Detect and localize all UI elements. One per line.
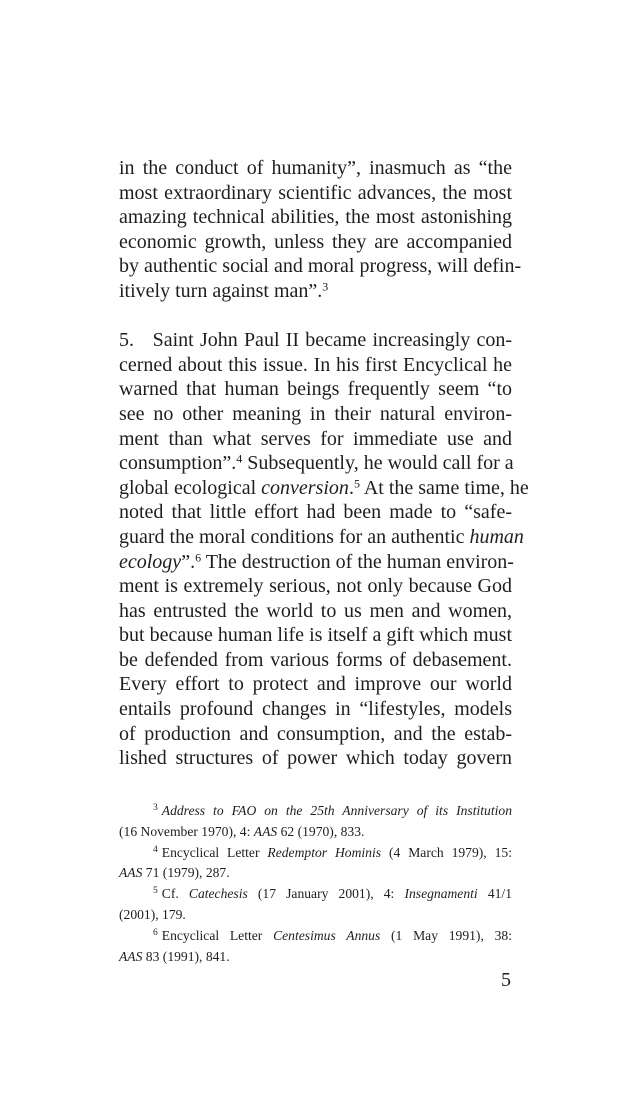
footnote-line — [119, 843, 512, 864]
footnote-ref: 6 — [195, 549, 202, 564]
text-line: entails profound changes in “lifestyles, models — [119, 698, 512, 721]
text-line — [119, 476, 529, 501]
text-line: cerned about this issue. In his first Encyclical he — [119, 353, 512, 376]
footnote-line — [119, 801, 512, 822]
text-line: be defended from various forms of debasement. — [119, 648, 512, 671]
page-number: 5 — [501, 969, 511, 991]
text-fragment: (17 January 2001), 4: — [247, 886, 405, 902]
italic-term: Catechesis — [188, 886, 248, 902]
text-fragment: At the same time, he — [359, 476, 529, 499]
footnote-line: (2001), 179. — [119, 906, 186, 922]
text-line: of production and consumption, and the estab- — [119, 722, 512, 745]
italic-term: ecology — [119, 550, 182, 573]
footnote-number: 6 — [153, 928, 158, 939]
italic-term: AAS — [253, 823, 278, 839]
text-line: ment than what serves for immediate use and — [119, 427, 512, 450]
text-fragment: 71 (1979), 287. — [142, 865, 230, 881]
footnote-number: 5 — [153, 886, 158, 897]
text-line: by authentic social and moral progress, will defin- — [119, 255, 522, 278]
text-line: noted that little effort had been made to “safe- — [119, 501, 512, 524]
text-fragment: consumption”. — [119, 452, 237, 475]
footnote-ref: 4 — [236, 451, 243, 466]
text-line — [119, 525, 524, 550]
text-line: has entrusted the world to us men and women, — [119, 599, 512, 622]
text-fragment: (16 November 1970), 4: — [119, 823, 254, 839]
italic-term: Centesimus Annus — [273, 927, 381, 943]
text-fragment: 83 (1991), 841. — [142, 948, 230, 964]
footnote-line — [119, 822, 512, 843]
text-fragment: Encyclical Letter — [161, 844, 268, 860]
footnote-number: 4 — [153, 844, 158, 855]
footnote-line — [119, 884, 512, 905]
italic-term: Insegnamenti — [404, 886, 478, 902]
footnote-number: 3 — [153, 803, 158, 814]
text-fragment: itively turn against man”. — [119, 279, 323, 302]
text-fragment: Cf. — [161, 886, 189, 902]
text-line: 5. Saint John Paul II became increasingly con- — [119, 329, 512, 352]
text-fragment: Subsequently, he would call for a — [242, 452, 514, 475]
text-line — [119, 279, 512, 304]
text-line: Every effort to protect and improve our world — [119, 673, 512, 696]
text-fragment: ”. — [181, 550, 196, 573]
footnote-line — [119, 863, 512, 884]
text-line: in the conduct of humanity”, inasmuch as “the — [119, 157, 512, 179]
footnotes — [119, 801, 512, 967]
text-line: lished structures of power which today govern — [119, 747, 512, 770]
text-line: warned that human beings frequently seem “to — [119, 378, 512, 401]
text-fragment: The destruction of the human environ- — [201, 550, 514, 573]
text-line: but because human life is itself a gift which must — [119, 624, 512, 647]
body-text — [119, 156, 529, 771]
footnote-line — [119, 947, 512, 968]
italic-term: human — [469, 525, 524, 548]
text-line: most extraordinary scientific advances, the most — [119, 181, 512, 204]
italic-term: Redemptor Hominis — [267, 844, 382, 860]
footnote-ref: 3 — [322, 279, 329, 294]
text-fragment: guard the moral conditions for an authentic — [119, 525, 470, 548]
footnote-title: Address to FAO on the 25th Anniversary of its Institution — [161, 803, 512, 818]
text-line: see no other meaning in their natural environ- — [119, 402, 512, 425]
text-line — [119, 451, 512, 476]
footnote-line — [119, 926, 512, 947]
text-fragment: Encyclical Letter — [161, 927, 274, 943]
footnote-ref: 5 — [353, 476, 360, 491]
text-fragment: . — [348, 476, 354, 499]
text-line — [119, 550, 512, 575]
text-fragment: global ecological — [119, 476, 262, 499]
text-fragment: (1 May 1991), 38: — [380, 927, 512, 943]
paragraph-gap — [119, 304, 512, 329]
italic-term: AAS — [119, 948, 143, 964]
italic-term: conversion — [261, 476, 349, 499]
italic-term: AAS — [119, 865, 143, 881]
text-line: amazing technical abilities, the most astonishing — [119, 206, 512, 229]
text-fragment: 41/1 — [477, 886, 512, 902]
text-fragment: (4 March 1979), 15: — [381, 844, 512, 860]
text-line: economic growth, unless they are accompanied — [119, 230, 512, 253]
text-fragment: 62 (1970), 833. — [277, 823, 365, 839]
text-line: ment is extremely serious, not only because God — [119, 575, 512, 598]
